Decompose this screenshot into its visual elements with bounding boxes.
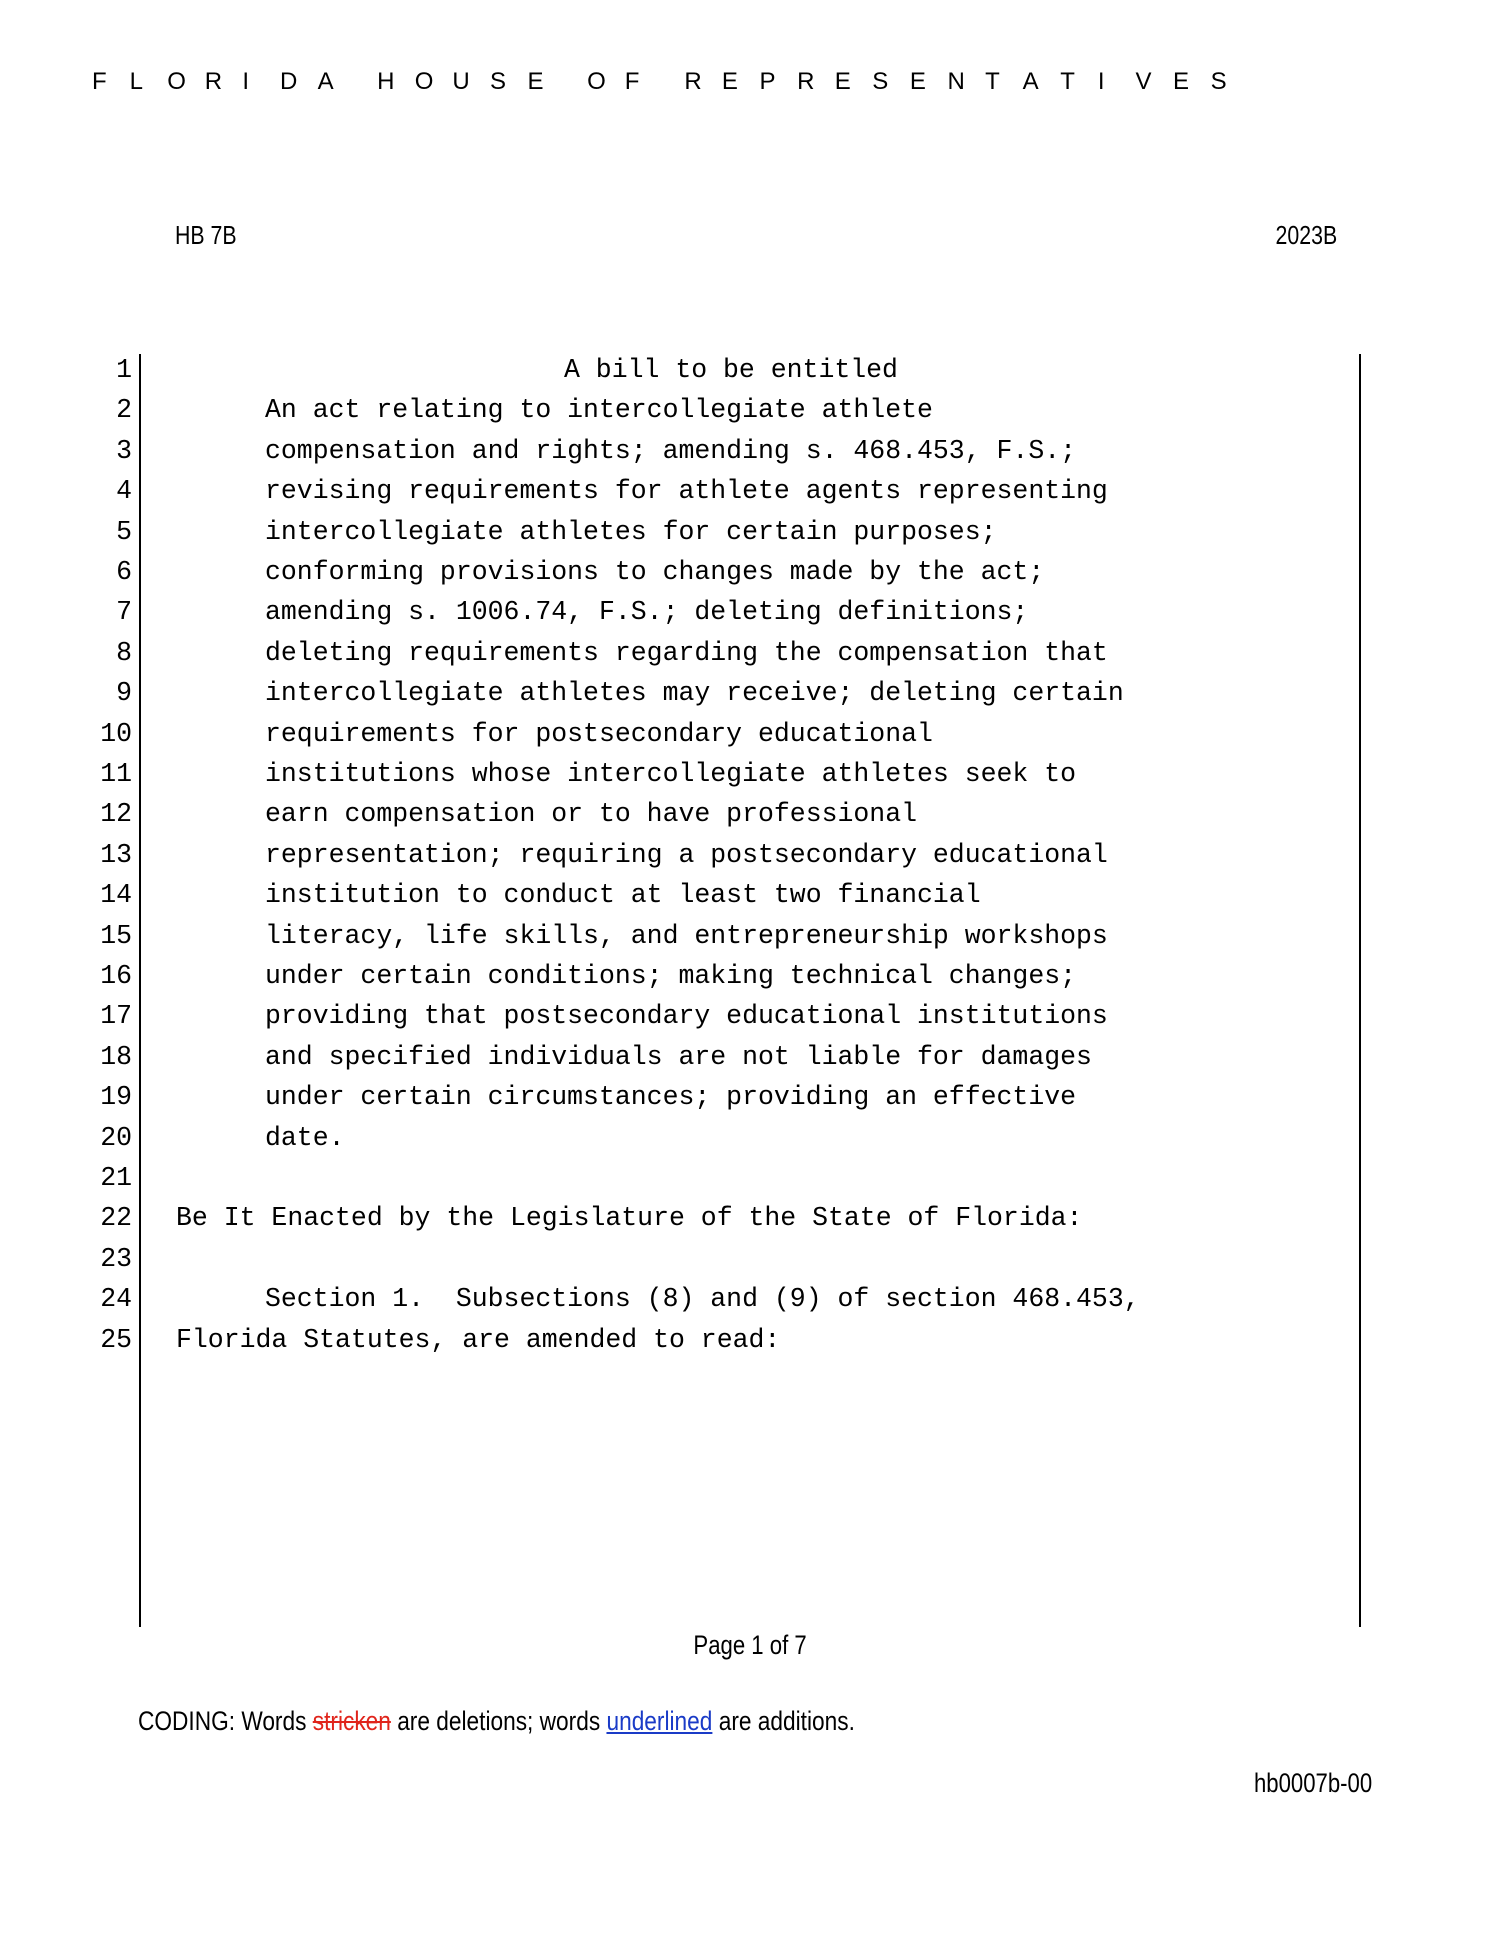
bill-line [0, 916, 1500, 956]
line-text: earn compensation or to have professional [265, 799, 918, 830]
coding-suffix: are additions. [712, 1706, 855, 1736]
bill-line [0, 512, 1500, 552]
coding-prefix: CODING: Words [138, 1706, 313, 1736]
line-text: deleting requirements regarding the compensation that [265, 637, 1108, 668]
line-text: revising requirements for athlete agents representing [265, 476, 1108, 507]
bill-line [0, 390, 1500, 430]
bill-line [0, 592, 1500, 632]
line-number: 13 [100, 839, 132, 870]
bill-line [0, 1239, 1500, 1279]
line-number: 15 [100, 920, 132, 951]
masthead-letter: R [684, 68, 702, 95]
bill-number: HB 7B [175, 220, 237, 250]
line-number: 19 [100, 1082, 132, 1113]
line-number: 8 [116, 637, 132, 668]
line-text: intercollegiate athletes may receive; deleting certain [265, 678, 1124, 709]
masthead-letter: A [317, 68, 334, 95]
line-number: 18 [100, 1041, 132, 1072]
bill-line [0, 1279, 1500, 1319]
line-text: conforming provisions to changes made by the act; [265, 557, 1045, 587]
masthead-letter: R [204, 68, 223, 95]
line-number: 24 [100, 1284, 132, 1315]
bill-line [0, 996, 1500, 1036]
line-number: 12 [100, 799, 132, 830]
masthead-letter: A [1022, 68, 1039, 95]
page-label: Page 1 of 7 [693, 1630, 807, 1660]
masthead-letter: L [129, 68, 143, 95]
line-text: institution to conduct at least two financial [265, 880, 981, 911]
masthead-letter: E [1173, 68, 1190, 95]
masthead-letter: I [1097, 68, 1105, 95]
masthead-letter: T [1060, 68, 1075, 95]
line-number: 1 [116, 355, 132, 385]
bill-line [0, 956, 1500, 996]
masthead-letter: O [414, 68, 434, 95]
line-number: 5 [116, 516, 132, 547]
bill-line [0, 673, 1500, 713]
line-text: intercollegiate athletes for certain purposes; [265, 516, 997, 547]
line-number: 4 [116, 476, 132, 507]
masthead-word-representatives [684, 68, 1248, 96]
bill-line [0, 754, 1500, 794]
coding-underlined-sample: underlined [606, 1706, 713, 1736]
line-number: 2 [116, 395, 132, 426]
masthead-letter: E [721, 68, 738, 95]
line-number: 21 [100, 1163, 132, 1193]
line-text: An act relating to intercollegiate athlete [265, 395, 933, 426]
line-text: providing that postsecondary educational institutions [265, 1001, 1108, 1032]
bill-line [0, 835, 1500, 875]
masthead-letter: R [797, 68, 815, 95]
line-number: 16 [100, 961, 132, 991]
chamber-masthead [92, 68, 1248, 96]
masthead-letter: S [872, 68, 889, 95]
masthead-letter: V [1135, 68, 1152, 95]
line-text: and specified individuals are not liable for damages [265, 1041, 1092, 1072]
coding-stricken-sample: stricken [312, 1706, 391, 1736]
line-text: representation; requiring a postsecondary educational [265, 839, 1108, 870]
line-text: compensation and rights; amending s. 468.453, F.S.; [265, 435, 1077, 466]
bill-line [0, 714, 1500, 754]
masthead-word-florida [92, 68, 355, 96]
masthead-letter: H [377, 68, 395, 95]
masthead-word-house [377, 68, 565, 96]
line-number: 20 [100, 1122, 132, 1153]
line-number: 17 [100, 1001, 132, 1032]
bill-line [0, 1077, 1500, 1117]
line-text: literacy, life skills, and entrepreneurship workshops [265, 920, 1108, 951]
masthead-letter: D [279, 68, 298, 95]
masthead-letter: U [452, 68, 470, 95]
masthead-letter: T [985, 68, 1000, 95]
line-text: under certain circumstances; providing an effective [265, 1082, 1077, 1113]
masthead-letter: E [527, 68, 544, 95]
line-number: 6 [116, 557, 132, 587]
session-year: 2023B [1275, 220, 1337, 250]
line-number: 22 [100, 1203, 132, 1234]
line-text: requirements for postsecondary educational [265, 718, 933, 749]
masthead-letter: E [909, 68, 926, 95]
masthead-word-of [587, 68, 662, 96]
line-text: under certain conditions; making technical changes; [265, 961, 1077, 991]
line-number: 7 [116, 597, 132, 628]
line-number: 9 [116, 678, 132, 709]
line-text: amending s. 1006.74, F.S.; deleting definitions; [265, 597, 1029, 628]
bill-line [0, 794, 1500, 834]
line-number: 25 [100, 1324, 132, 1355]
coding-legend [138, 1706, 855, 1737]
bill-line [0, 1037, 1500, 1077]
masthead-letter: E [834, 68, 851, 95]
line-text: date. [265, 1122, 345, 1153]
bill-line [0, 1118, 1500, 1158]
masthead-letter: P [759, 68, 776, 95]
bill-line [0, 633, 1500, 673]
page-indicator [0, 1630, 1500, 1661]
line-number: 23 [100, 1243, 132, 1274]
line-number: 10 [100, 718, 132, 749]
bill-line [0, 1158, 1500, 1198]
masthead-letter: O [587, 68, 606, 95]
bill-line [0, 1320, 1500, 1360]
line-text: Be It Enacted by the Legislature of the State of Florida: [176, 1203, 1083, 1234]
masthead-letter: O [167, 68, 186, 95]
masthead-letter: S [1210, 68, 1227, 95]
masthead-letter: F [624, 68, 640, 95]
bill-line [0, 350, 1500, 390]
line-number: 14 [100, 880, 132, 911]
bill-line [0, 552, 1500, 592]
bill-line [0, 1198, 1500, 1238]
line-text: A bill to be entitled [564, 355, 898, 385]
masthead-letter: F [92, 68, 107, 95]
masthead-letter: N [947, 68, 965, 95]
bill-line [0, 431, 1500, 471]
bill-line [0, 875, 1500, 915]
line-text: institutions whose intercollegiate athletes seek to [265, 759, 1077, 789]
masthead-letter: S [489, 68, 506, 95]
line-number: 3 [116, 435, 132, 466]
document-id: hb0007b-00 [1253, 1768, 1372, 1798]
line-text: Florida Statutes, are amended to read: [176, 1324, 781, 1355]
masthead-letter: I [242, 68, 250, 95]
coding-middle: are deletions; words [390, 1706, 607, 1736]
line-text: Section 1. Subsections (8) and (9) of section 468.453, [265, 1284, 1140, 1315]
bill-line [0, 471, 1500, 511]
line-number: 11 [100, 759, 132, 789]
